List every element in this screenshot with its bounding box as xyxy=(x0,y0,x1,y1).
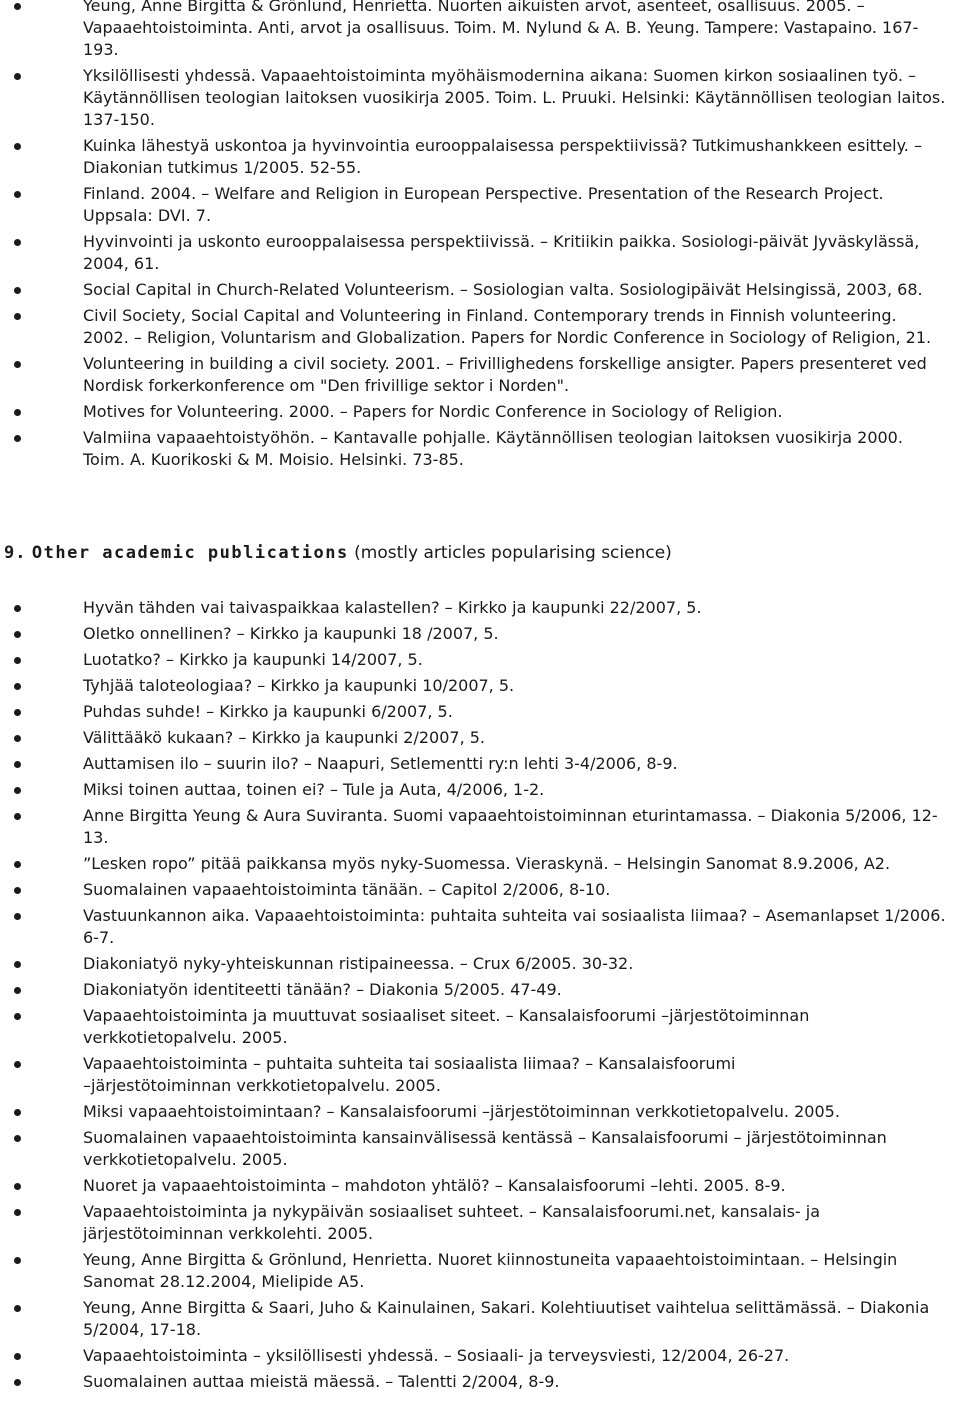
reference-text: Oletko onnellinen? – Kirkko ja kaupunki 18 /2007, 5. xyxy=(83,624,499,643)
reference-item xyxy=(0,183,960,227)
reference-text: Yeung, Anne Birgitta & Grönlund, Henrietta. Nuorten aikuisten arvot, asenteet, osallisuus. 2005. – Vapaaehtoistoiminta. Anti, arvot ja osallisuus. Toim. M. Nylund & A. B. Yeung. Tampere: Vastapaino. 167-193. xyxy=(83,0,919,59)
reference-text: Nuoret ja vapaaehtoistoiminta – mahdoton yhtälö? – Kansalaisfoorumi –lehti. 2005. 8-9. xyxy=(83,1176,786,1195)
bullet-icon xyxy=(14,605,21,612)
reference-text: Suomalainen vapaaehtoistoiminta tänään. – Capitol 2/2006, 8-10. xyxy=(83,880,611,899)
reference-item xyxy=(0,879,960,901)
reference-text: Yeung, Anne Birgitta & Saari, Juho & Kainulainen, Sakari. Kolehtiuutiset vaihtelua selittämässä. – Diakonia 5/2004, 17-18. xyxy=(83,1298,930,1339)
reference-text: Anne Birgitta Yeung & Aura Suviranta. Suomi vapaaehtoistoiminnan eturintamassa. – Diakonia 5/2006, 12-13. xyxy=(83,806,938,847)
bullet-icon xyxy=(14,761,21,768)
bullet-icon xyxy=(14,239,21,246)
bullet-icon xyxy=(14,709,21,716)
reference-item xyxy=(0,727,960,749)
reference-text: Civil Society, Social Capital and Volunteering in Finland. Contemporary trends in Finnish volunteering. 2002. – Religion, Voluntarism and Globalization. Papers for Nordic Conference in Sociology of Religion, 21. xyxy=(83,306,932,347)
reference-text: Luotatko? – Kirkko ja kaupunki 14/2007, 5. xyxy=(83,650,423,669)
reference-text: Tyhjää taloteologiaa? – Kirkko ja kaupunki 10/2007, 5. xyxy=(83,676,515,695)
reference-item xyxy=(0,1053,960,1097)
bullet-icon xyxy=(14,787,21,794)
reference-item xyxy=(0,1127,960,1171)
bullet-icon xyxy=(14,1209,21,1216)
reference-item xyxy=(0,1249,960,1293)
reference-text: Auttamisen ilo – suurin ilo? – Naapuri, Setlementti ry:n lehti 3-4/2006, 8-9. xyxy=(83,754,678,773)
bullet-icon xyxy=(14,435,21,442)
reference-item xyxy=(0,701,960,723)
section-heading xyxy=(4,542,944,564)
reference-text: Yksilöllisesti yhdessä. Vapaaehtoistoiminta myöhäismodernina aikana: Suomen kirkon sosiaalinen työ. – Käytännöllisen teologian laitoksen vuosikirja 2005. Toim. L. Pruuki. Helsinki: Käytännöllisen teologian laitos. 137-150. xyxy=(83,66,946,129)
reference-item xyxy=(0,597,960,619)
reference-text: Social Capital in Church-Related Volunteerism. – Sosiologian valta. Sosiologipäivät Helsingissä, 2003, 68. xyxy=(83,280,923,299)
reference-item xyxy=(0,649,960,671)
bullet-icon xyxy=(14,1257,21,1264)
bullet-icon xyxy=(14,1013,21,1020)
reference-item xyxy=(0,1005,960,1049)
bullet-icon xyxy=(14,361,21,368)
reference-text: Vapaaehtoistoiminta ja muuttuvat sosiaaliset siteet. – Kansalaisfoorumi –järjestötoiminnan verkkotietopalvelu. 2005. xyxy=(83,1006,810,1047)
bullet-icon xyxy=(14,813,21,820)
bullet-icon xyxy=(14,913,21,920)
bullet-icon xyxy=(14,287,21,294)
reference-item xyxy=(0,427,960,471)
bullet-icon xyxy=(14,887,21,894)
reference-list-bottom xyxy=(0,597,960,1397)
bullet-icon xyxy=(14,1109,21,1116)
bullet-icon xyxy=(14,657,21,664)
reference-item xyxy=(0,401,960,423)
reference-text: Vapaaehtoistoiminta – yksilöllisesti yhdessä. – Sosiaali- ja terveysviesti, 12/2004, 26-27. xyxy=(83,1346,790,1365)
reference-text: Diakoniatyö nyky-yhteiskunnan ristipaineessa. – Crux 6/2005. 30-32. xyxy=(83,954,634,973)
reference-item xyxy=(0,1297,960,1341)
bullet-icon xyxy=(14,861,21,868)
bullet-icon xyxy=(14,73,21,80)
bullet-icon xyxy=(14,1305,21,1312)
reference-text: Hyvän tähden vai taivaspaikkaa kalastellen? – Kirkko ja kaupunki 22/2007, 5. xyxy=(83,598,702,617)
section-title: Other academic publications xyxy=(31,543,349,563)
reference-item xyxy=(0,853,960,875)
reference-text: Volunteering in building a civil society. 2001. – Frivillighedens forskellige ansigter. Papers presenteret ved Nordisk forkerkonference om "Den frivillige sektor i Norden". xyxy=(83,354,927,395)
reference-text: Miksi toinen auttaa, toinen ei? – Tule ja Auta, 4/2006, 1-2. xyxy=(83,780,545,799)
bullet-icon xyxy=(14,1183,21,1190)
reference-text: Puhdas suhde! – Kirkko ja kaupunki 6/2007, 5. xyxy=(83,702,453,721)
reference-item xyxy=(0,1201,960,1245)
bullet-icon xyxy=(14,409,21,416)
reference-item xyxy=(0,135,960,179)
reference-item xyxy=(0,753,960,775)
reference-text: Vapaaehtoistoiminta ja nykypäivän sosiaaliset suhteet. – Kansalaisfoorumi.net, kansalais- ja järjestötoiminnan verkkolehti. 2005. xyxy=(83,1202,821,1243)
reference-item xyxy=(0,1371,960,1393)
reference-text: Finland. 2004. – Welfare and Religion in European Perspective. Presentation of the Research Project. Uppsala: DVI. 7. xyxy=(83,184,884,225)
bullet-icon xyxy=(14,987,21,994)
reference-text: Välittääkö kukaan? – Kirkko ja kaupunki 2/2007, 5. xyxy=(83,728,486,747)
reference-text: Motives for Volunteering. 2000. – Papers for Nordic Conference in Sociology of Religion. xyxy=(83,402,783,421)
section-number: 9. xyxy=(4,543,27,563)
reference-item xyxy=(0,675,960,697)
reference-text: Miksi vapaaehtoistoimintaan? – Kansalaisfoorumi –järjestötoiminnan verkkotietopalvelu. 2005. xyxy=(83,1102,840,1121)
reference-item xyxy=(0,353,960,397)
reference-item xyxy=(0,979,960,1001)
reference-item xyxy=(0,0,960,61)
bullet-icon xyxy=(14,143,21,150)
reference-text: ”Lesken ropo” pitää paikkansa myös nyky-Suomessa. Vieraskynä. – Helsingin Sanomat 8.9.2006, A2. xyxy=(83,854,891,873)
reference-item xyxy=(0,279,960,301)
reference-text: Vastuunkannon aika. Vapaaehtoistoiminta: puhtaita suhteita vai sosiaalista liimaa? – Asemanlapset 1/2006. 6-7. xyxy=(83,906,946,947)
reference-text: Valmiina vapaaehtoistyöhön. – Kantavalle pohjalle. Käytännöllisen teologian laitoksen vuosikirja 2000. Toim. A. Kuorikoski & M. Moisio. Helsinki. 73-85. xyxy=(83,428,903,469)
reference-item xyxy=(0,623,960,645)
reference-item xyxy=(0,1101,960,1123)
reference-text: Hyvinvointi ja uskonto eurooppalaisessa perspektiivissä. – Kritiikin paikka. Sosiologi-päivät Jyväskylässä, 2004, 61. xyxy=(83,232,920,273)
reference-text: Vapaaehtoistoiminta – puhtaita suhteita tai sosiaalista liimaa? – Kansalaisfoorumi –järjestötoiminnan verkkotietopalvelu. 2005. xyxy=(83,1054,736,1095)
bullet-icon xyxy=(14,735,21,742)
reference-text: Kuinka lähestyä uskontoa ja hyvinvointia eurooppalaisessa perspektiivissä? Tutkimushankkeen esittely. – Diakonian tutkimus 1/2005. 52-55. xyxy=(83,136,922,177)
reference-item xyxy=(0,1345,960,1367)
reference-text: Yeung, Anne Birgitta & Grönlund, Henrietta. Nuoret kiinnostuneita vapaaehtoistoimintaan. – Helsingin Sanomat 28.12.2004, Mielipide A5. xyxy=(83,1250,898,1291)
bullet-icon xyxy=(14,1379,21,1386)
reference-item xyxy=(0,779,960,801)
reference-item xyxy=(0,65,960,131)
bullet-icon xyxy=(14,631,21,638)
section-subtitle: (mostly articles popularising science) xyxy=(354,543,672,563)
reference-item xyxy=(0,1175,960,1197)
reference-item xyxy=(0,905,960,949)
bullet-icon xyxy=(14,3,21,10)
reference-item xyxy=(0,953,960,975)
bullet-icon xyxy=(14,191,21,198)
bullet-icon xyxy=(14,961,21,968)
bullet-icon xyxy=(14,683,21,690)
reference-item xyxy=(0,305,960,349)
reference-list-top xyxy=(0,0,960,475)
bullet-icon xyxy=(14,1353,21,1360)
bullet-icon xyxy=(14,1135,21,1142)
reference-item xyxy=(0,231,960,275)
reference-text: Diakoniatyön identiteetti tänään? – Diakonia 5/2005. 47-49. xyxy=(83,980,562,999)
bullet-icon xyxy=(14,1061,21,1068)
reference-text: Suomalainen auttaa mieistä mäessä. – Talentti 2/2004, 8-9. xyxy=(83,1372,560,1391)
reference-item xyxy=(0,805,960,849)
reference-text: Suomalainen vapaaehtoistoiminta kansainvälisessä kentässä – Kansalaisfoorumi – järjestötoiminnan verkkotietopalvelu. 2005. xyxy=(83,1128,887,1169)
bullet-icon xyxy=(14,313,21,320)
